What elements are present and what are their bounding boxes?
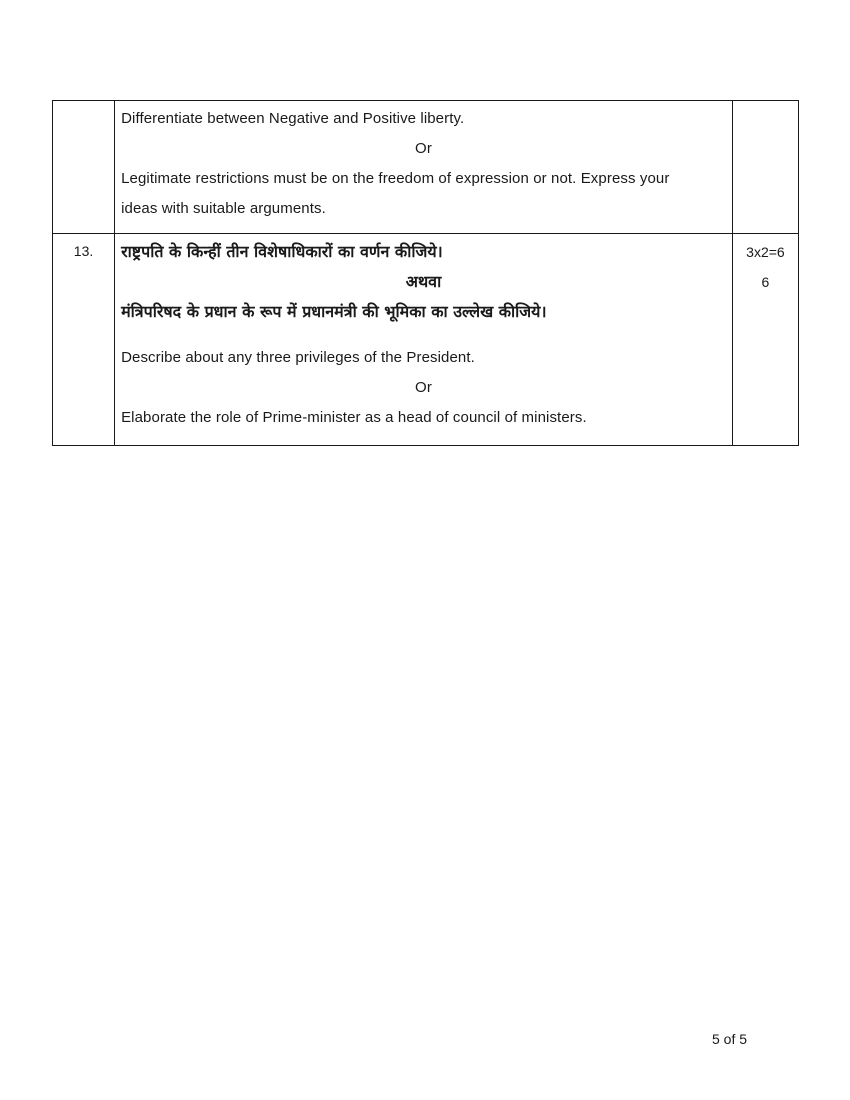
question-body <box>115 101 733 234</box>
marks-cell <box>732 234 798 446</box>
question-text: ideas with suitable arguments. <box>121 200 326 217</box>
question-table <box>52 100 799 446</box>
question-text: Describe about any three privileges of the President. <box>121 349 475 366</box>
or-separator: Or <box>415 379 432 396</box>
question-text-hindi: मंत्रिपरिषद के प्रधान के रूप में प्रधानमंत्री की भूमिका का उल्लेख कीजिये। <box>121 302 547 321</box>
question-row <box>53 234 799 446</box>
page-number: 5 of 5 <box>712 1031 748 1047</box>
or-separator-hindi: अथवा <box>405 272 442 291</box>
spacer <box>121 327 726 343</box>
question-text: Legitimate restrictions must be on the freedom of expression or not. Express your <box>121 170 670 187</box>
or-separator: Or <box>415 140 432 157</box>
question-body <box>115 234 733 446</box>
question-text-hindi: राष्ट्रपति के किन्हीं तीन विशेषाधिकारों का वर्णन कीजिये। <box>121 242 443 261</box>
question-number <box>53 101 115 234</box>
question-text: Elaborate the role of Prime-minister as a head of council of ministers. <box>121 409 587 426</box>
marks-cell <box>732 101 798 234</box>
question-text: Differentiate between Negative and Positive liberty. <box>121 110 465 127</box>
marks-value: 6 <box>761 274 770 290</box>
question-number: 13. <box>53 234 115 446</box>
marks-value: 3x2=6 <box>746 244 785 260</box>
question-row <box>53 101 799 234</box>
